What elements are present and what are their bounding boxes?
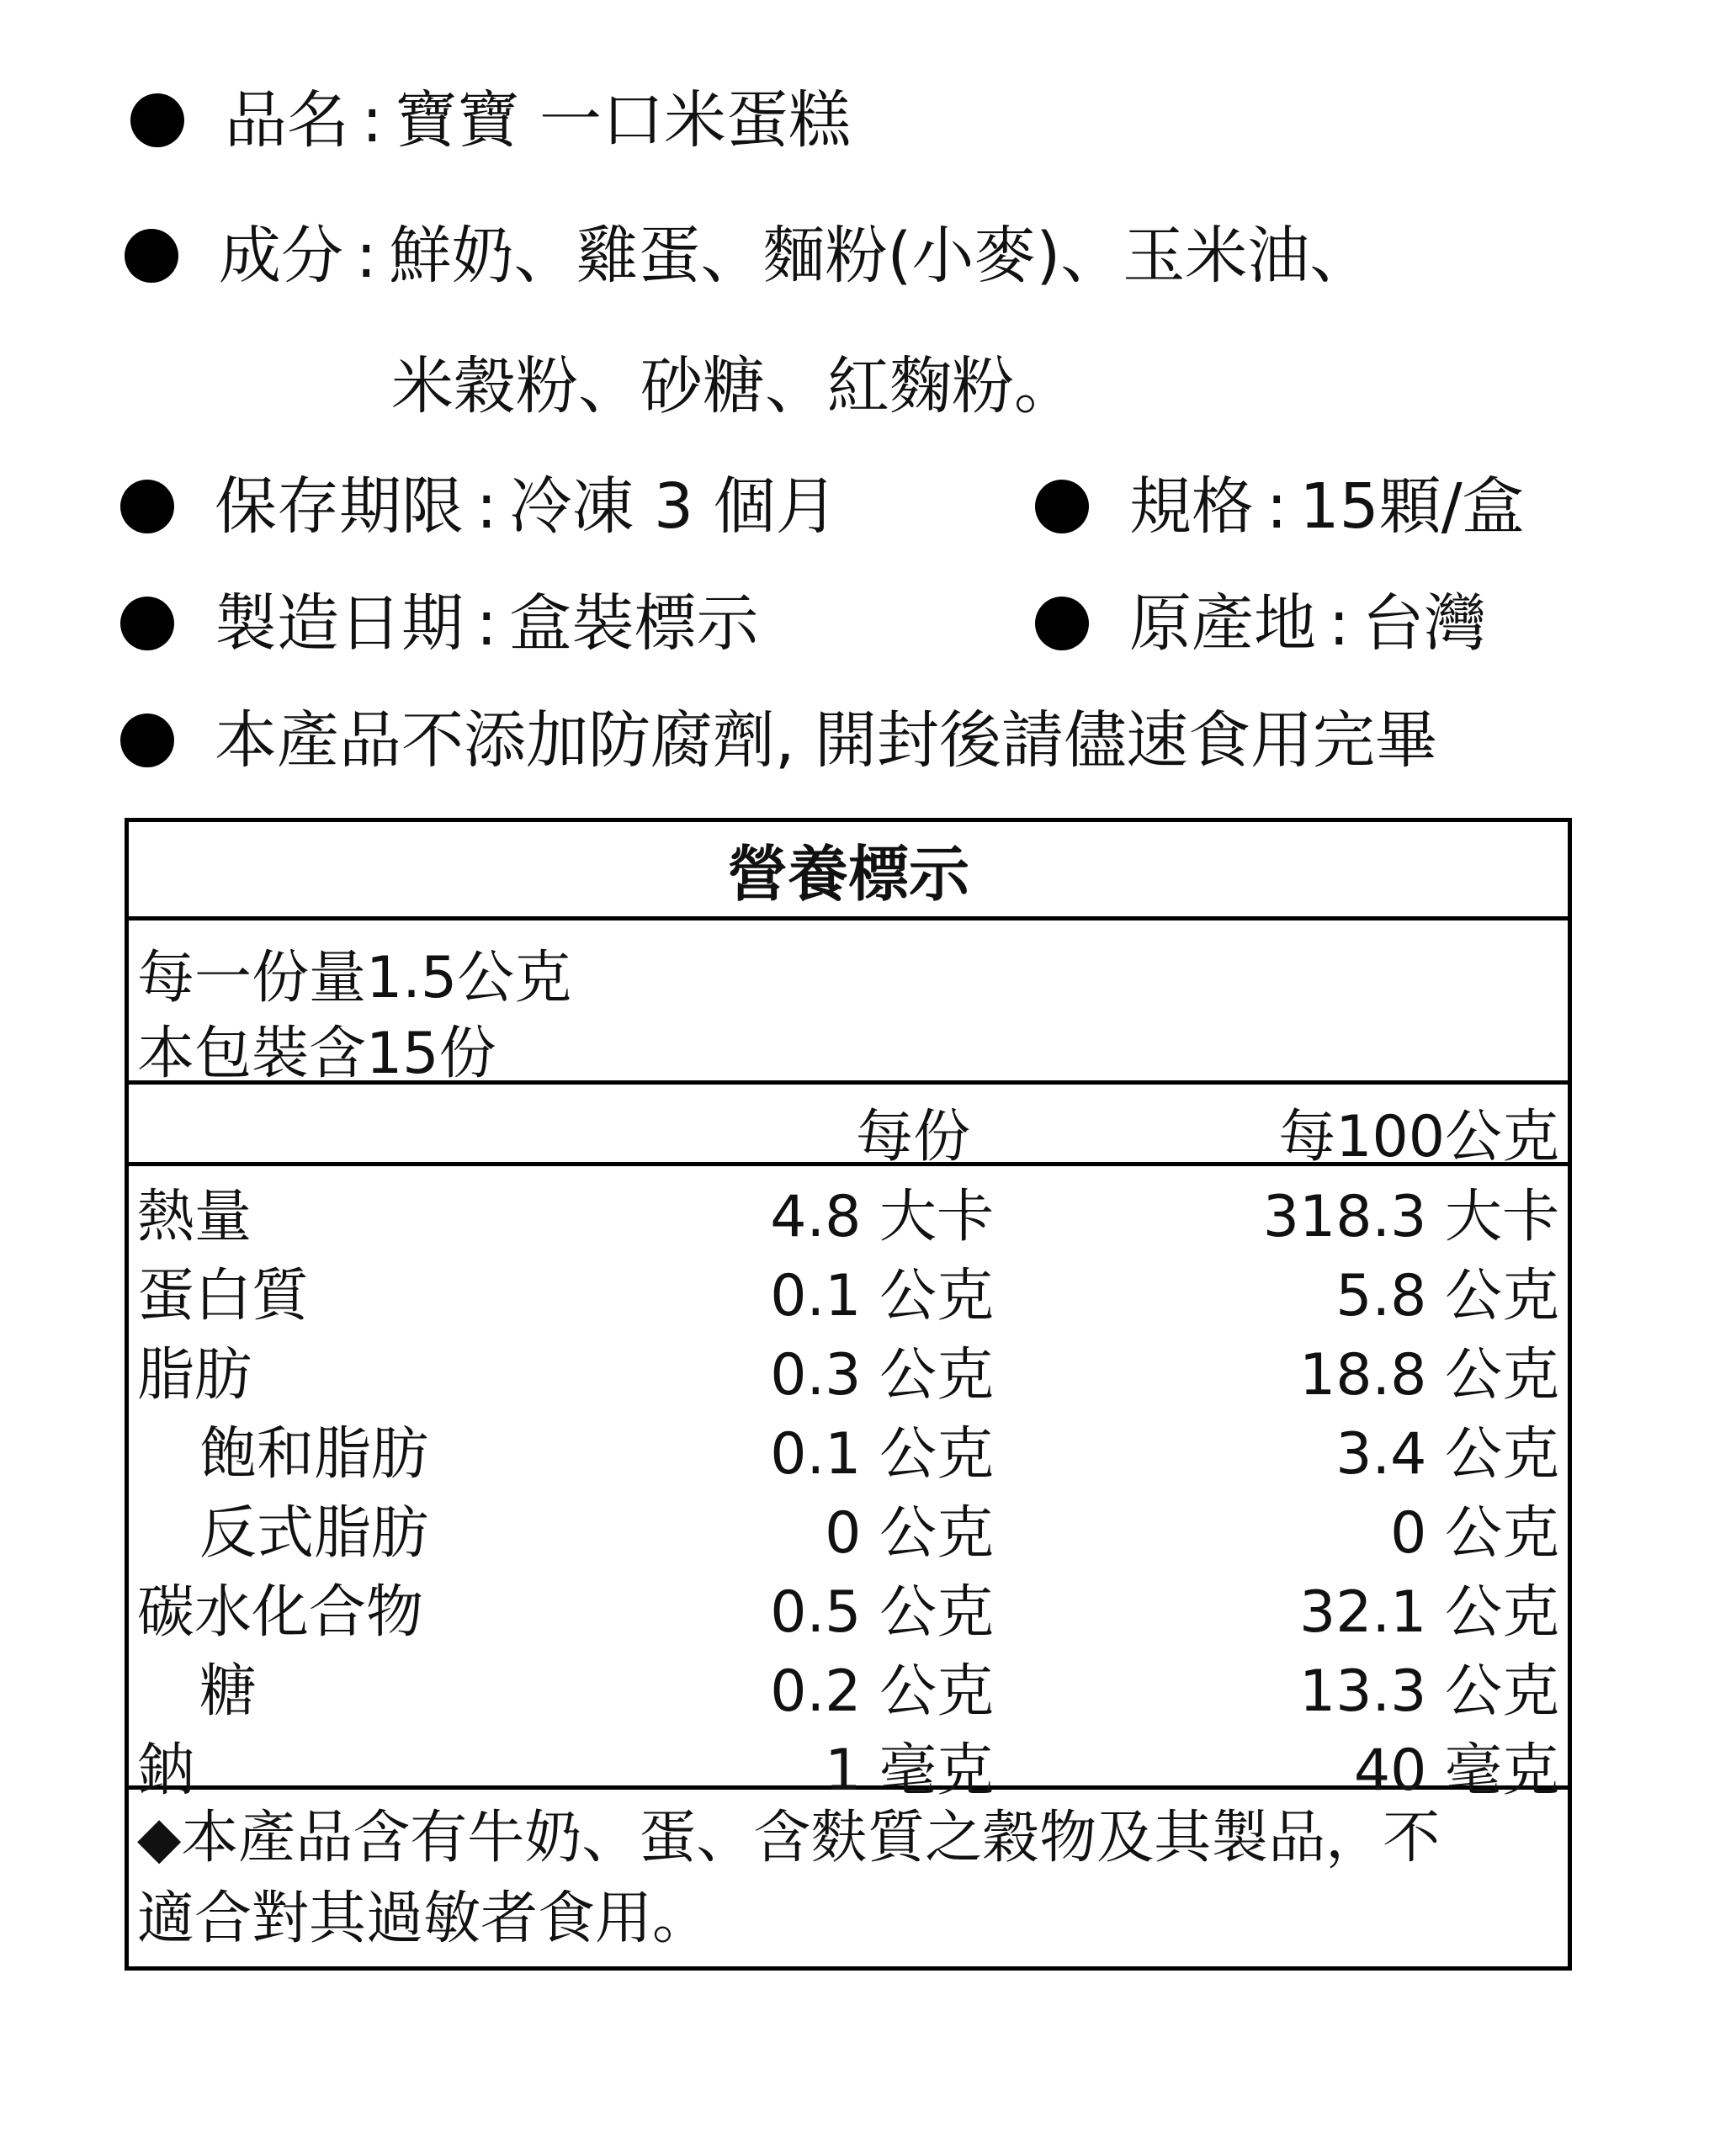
shelf-life-value: 冷凍 3 個月: [509, 470, 838, 543]
bullet-icon: [120, 714, 174, 767]
mfg-date-label: 製造日期: [215, 587, 464, 660]
spec-label: 規格: [1129, 470, 1254, 543]
nutrient-name: 碳水化合物: [137, 1579, 424, 1646]
spec-line: [1035, 470, 1525, 543]
nutrient-per-100g: 5.8 公克: [1335, 1263, 1559, 1329]
bullet-icon: [125, 229, 178, 283]
nutrient-per-100g: 318.3 大卡: [1262, 1184, 1559, 1250]
servings-per-pack: 本包裝含15份: [137, 1021, 496, 1087]
nutrient-per-serving: 0.3 公克: [770, 1342, 994, 1409]
table-row: [129, 1720, 1568, 1804]
table-row: [129, 1641, 1568, 1725]
bullet-icon: [1035, 597, 1089, 650]
nutrient-per-serving: 0.1 公克: [770, 1421, 994, 1488]
nutrient-per-serving: 0.1 公克: [770, 1263, 994, 1329]
origin-value: 台灣: [1362, 587, 1487, 660]
table-row: [129, 1324, 1568, 1409]
nutrient-per-100g: 0 公克: [1390, 1500, 1559, 1567]
nutrient-per-100g: 40 毫克: [1353, 1737, 1559, 1804]
product-name-line: [130, 84, 852, 157]
nutrient-per-serving: 4.8 大卡: [770, 1184, 994, 1250]
table-row: [129, 1245, 1568, 1329]
ingredients-line-2: [391, 350, 1076, 422]
mfg-date-line: [120, 587, 759, 660]
notice-line: [120, 704, 1438, 777]
nutrient-per-100g: 18.8 公克: [1298, 1342, 1559, 1409]
colon: :: [355, 220, 377, 292]
nutrition-table: [125, 818, 1572, 1971]
ingredients-value-line1: 鮮奶、雞蛋、麵粉(小麥)、玉米油、: [389, 220, 1372, 292]
bullet-icon: [130, 93, 184, 147]
table-row: [129, 1166, 1568, 1250]
ingredients-label: 成分: [219, 220, 343, 292]
ingredients-value-line2: 米穀粉、砂糖、紅麴粉。: [391, 350, 1076, 422]
nutrient-per-100g: 13.3 公克: [1298, 1658, 1559, 1725]
bullet-icon: [1035, 480, 1089, 533]
nutrient-name: 熱量: [137, 1184, 252, 1250]
colon: :: [361, 84, 383, 157]
nutrient-per-100g: 32.1 公克: [1298, 1579, 1559, 1646]
nutrient-per-serving: 0.5 公克: [770, 1579, 994, 1646]
ingredients-line: [125, 220, 1372, 292]
bullet-icon: [120, 480, 174, 533]
column-header-per-serving: 每份: [855, 1104, 970, 1170]
nutrient-name: 蛋白質: [137, 1263, 310, 1329]
nutrition-title: 營養標示: [129, 822, 1568, 920]
colon: :: [1328, 587, 1350, 660]
table-row: [129, 1403, 1568, 1488]
product-name-value: 寶寶 一口米蛋糕: [395, 84, 852, 157]
origin-label: 原產地: [1129, 587, 1316, 660]
allergen-notice: [137, 1798, 1559, 1960]
shelf-life-line: [120, 470, 838, 543]
bullet-icon: [120, 597, 174, 650]
nutrient-name: 脂肪: [137, 1342, 252, 1409]
serving-size: 每一份量1.5公克: [137, 945, 572, 1011]
nutrient-name: 糖: [199, 1658, 257, 1725]
column-header-row: [129, 1085, 1568, 1170]
notice-text: 本產品不添加防腐劑, 開封後請儘速食用完畢: [215, 704, 1438, 777]
nutrient-per-serving: 0.2 公克: [770, 1658, 994, 1725]
table-row: [129, 1562, 1568, 1646]
nutrient-per-100g: 3.4 公克: [1335, 1421, 1559, 1488]
colon: :: [475, 470, 497, 543]
column-header-per-100g: 每100公克: [1278, 1104, 1559, 1170]
product-name-label: 品名: [225, 84, 349, 157]
mfg-date-value: 盒裝標示: [509, 587, 759, 660]
nutrient-per-serving: 1 毫克: [825, 1737, 994, 1804]
nutrient-name: 反式脂肪: [199, 1500, 429, 1567]
colon: :: [475, 587, 497, 660]
table-row: [129, 1483, 1568, 1567]
origin-line: [1035, 587, 1487, 660]
nutrient-name: 飽和脂肪: [199, 1421, 429, 1488]
shelf-life-label: 保存期限: [215, 470, 464, 543]
nutrient-name: 鈉: [137, 1737, 195, 1804]
colon: :: [1266, 470, 1287, 543]
spec-value: 15顆/盒: [1299, 470, 1525, 543]
allergen-line-2: 適合對其過敏者食用。: [137, 1886, 710, 1952]
serving-info: [129, 920, 1568, 1085]
nutrient-per-serving: 0 公克: [825, 1500, 994, 1567]
nutrient-rows: [129, 1166, 1568, 1804]
allergen-line-1: ◆本產品含有牛奶、蛋、含麩質之穀物及其製品，不: [137, 1805, 1441, 1871]
